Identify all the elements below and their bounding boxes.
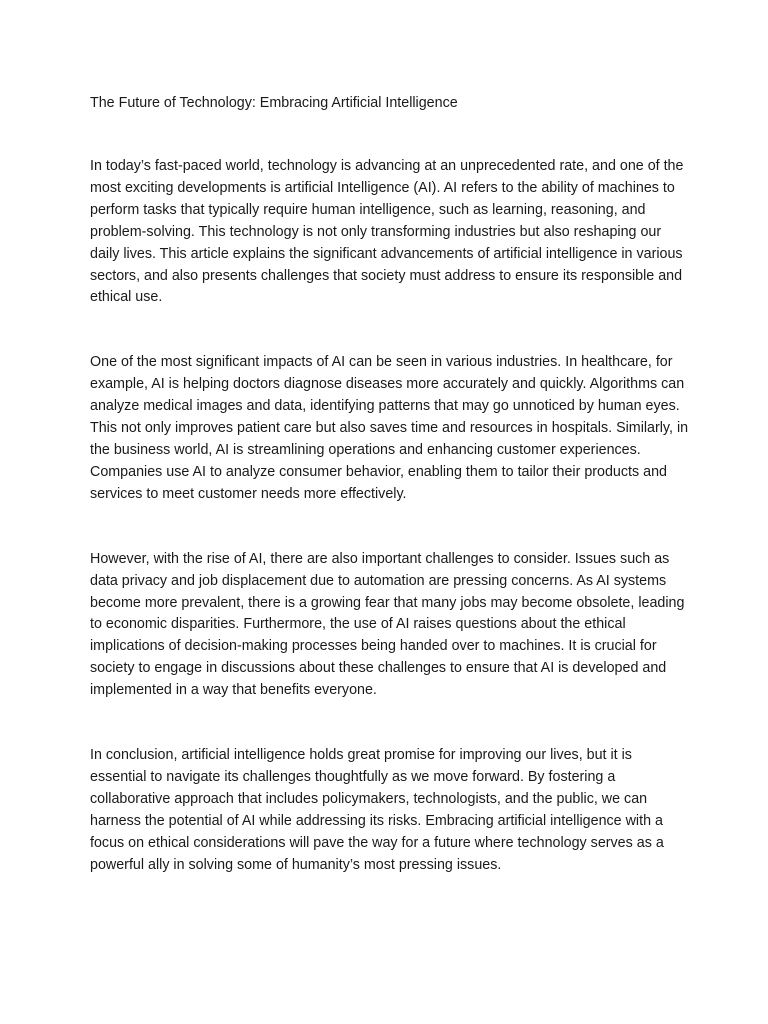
paragraph-introduction: In today’s fast-paced world, technology is advancing at an unprecedented rate, and one of the most exciting developments is artificial Intelligence (AI). AI refers to the ability of machines to perform tasks that typically require human intelligence, such as learning, reasoning, and problem-solving. This technology is not only transforming industries but also reshaping our daily lives. This article explains the significant advancements of artificial intelligence in various sectors, and also presents challenges that society must address to ensure its responsible and ethical use.: [90, 158, 684, 306]
paragraph-conclusion: In conclusion, artificial intelligence holds great promise for improving our lives, but it is essential to navigate its challenges thoughtfully as we move forward. By fostering a collaborative approach that includes policymakers, technologists, and the public, we can harness the potential of AI while addressing its risks. Embracing artificial intelligence with a focus on ethical considerations will pave the way for a future where technology serves as a powerful ally in solving some of humanity’s most pressing issues.: [90, 747, 664, 873]
paragraph-challenges: However, with the rise of AI, there are also important challenges to consider. Issues such as data privacy and job displacement due to automation are pressing concerns. As AI systems become more prevalent, there is a growing fear that many jobs may become obsolete, leading to economic disparities. Furthermore, the use of AI raises questions about the ethical implications of decision-making processes being handed over to machines. It is crucial for society to engage in discussions about these challenges to ensure that AI is developed and implemented in a way that benefits everyone.: [90, 550, 685, 699]
document-page: [90, 93, 690, 876]
paragraph-impacts: One of the most significant impacts of AI can be seen in various industries. In healthcare, for example, AI is helping doctors diagnose diseases more accurately and quickly. Algorithms can analyze medical images and data, identifying patterns that may go unnoticed by human eyes. This not only improves patient care but also saves time and resources in hospitals. Similarly, in the business world, AI is streamlining operations and enhancing customer experiences. Companies use AI to analyze consumer behavior, enabling them to tailor their products and services to meet customer needs more effectively.: [90, 354, 689, 502]
document-title: The Future of Technology: Embracing Artificial Intelligence: [90, 95, 458, 111]
